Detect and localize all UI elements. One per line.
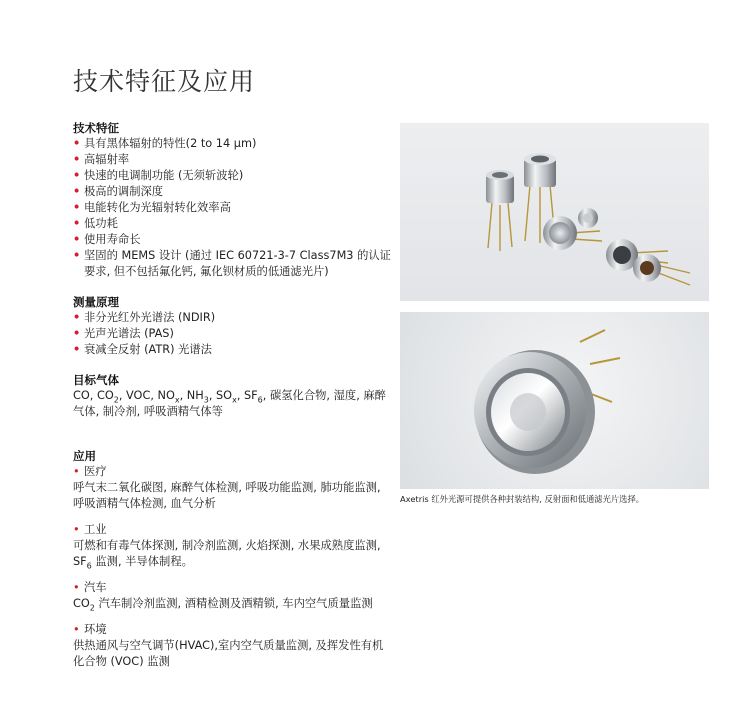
content-column <box>73 120 393 670</box>
app-env-text: 供热通风与空气调节(HVAC),室内空气质量监测, 及挥发性有机化合物 (VOC) 监测 <box>73 639 384 668</box>
app-industry-text: 可燃和有毒气体探测, 制冷剂监测, 火焰探测, 水果成熟度监测, $SF_6$ 监测, 半导体制程。 <box>73 539 381 571</box>
app-env <box>73 622 393 670</box>
gases-heading: 目标气体 <box>73 373 119 387</box>
applications-section <box>73 448 393 670</box>
image-caption: Axetris 红外光源可提供各种封装结构, 反射面和低通滤光片选择。 <box>400 494 645 504</box>
principle-item: • 光声光谱法 (PAS) <box>73 326 393 342</box>
applications-heading: 应用 <box>73 449 96 463</box>
feature-item: • 极高的调制深度 <box>73 184 393 200</box>
feature-item: • 快速的电调制功能 (无须斩波轮) <box>73 168 393 184</box>
feature-item: • 电能转化为光辐射转化效率高 <box>73 200 393 216</box>
features-section <box>73 120 393 280</box>
app-industry-title: • 工业 <box>73 522 393 538</box>
emitters-illustration <box>400 123 709 301</box>
gases-text: CO, $CO_2$, VOC, $NO_x$, $NH_3$, $SO_x$, $SF_6$, 碳氢化合物, 湿度, 麻醉气体, 制冷剂, 呼吸酒精气体等 <box>73 389 386 418</box>
app-medical-title: • 医疗 <box>73 464 393 480</box>
app-industry <box>73 522 393 570</box>
product-photo-group <box>400 123 709 301</box>
feature-item: • 高辐射率 <box>73 152 393 168</box>
app-auto <box>73 580 393 612</box>
gases-section <box>73 372 393 420</box>
principle-item: • 非分光红外光谱法 (NDIR) <box>73 310 393 326</box>
app-auto-title: • 汽车 <box>73 580 393 596</box>
principle-heading: 测量原理 <box>73 295 119 309</box>
features-heading: 技术特征 <box>73 121 119 135</box>
principle-section <box>73 294 393 358</box>
feature-item: • 使用寿命长 <box>73 232 393 248</box>
app-medical <box>73 464 393 512</box>
principle-item: • 衰减全反射 (ATR) 光谱法 <box>73 342 393 358</box>
feature-item: • 具有黑体辐射的特性(2 to 14 µm) <box>73 136 393 152</box>
feature-item: • 坚固的 MEMS 设计 (通过 IEC 60721-3-7 Class7M3 的认证要求, 但不包括氟化钙, 氟化钡材质的低通滤光片) <box>73 248 393 280</box>
product-photo-closeup <box>400 312 709 489</box>
page-title: 技术特征及应用 <box>73 67 256 96</box>
app-medical-text: 呼气末二氧化碳图, 麻醉气体检测, 呼吸功能监测, 肺功能监测, 呼吸酒精气体检测, 血气分析 <box>73 481 381 510</box>
app-auto-text: $CO_2$ 汽车制冷剂监测, 酒精检测及酒精锁, 车内空气质量监测 <box>73 597 373 613</box>
app-env-title: • 环境 <box>73 622 393 638</box>
feature-item: • 低功耗 <box>73 216 393 232</box>
emitter-closeup-illustration <box>400 312 709 489</box>
